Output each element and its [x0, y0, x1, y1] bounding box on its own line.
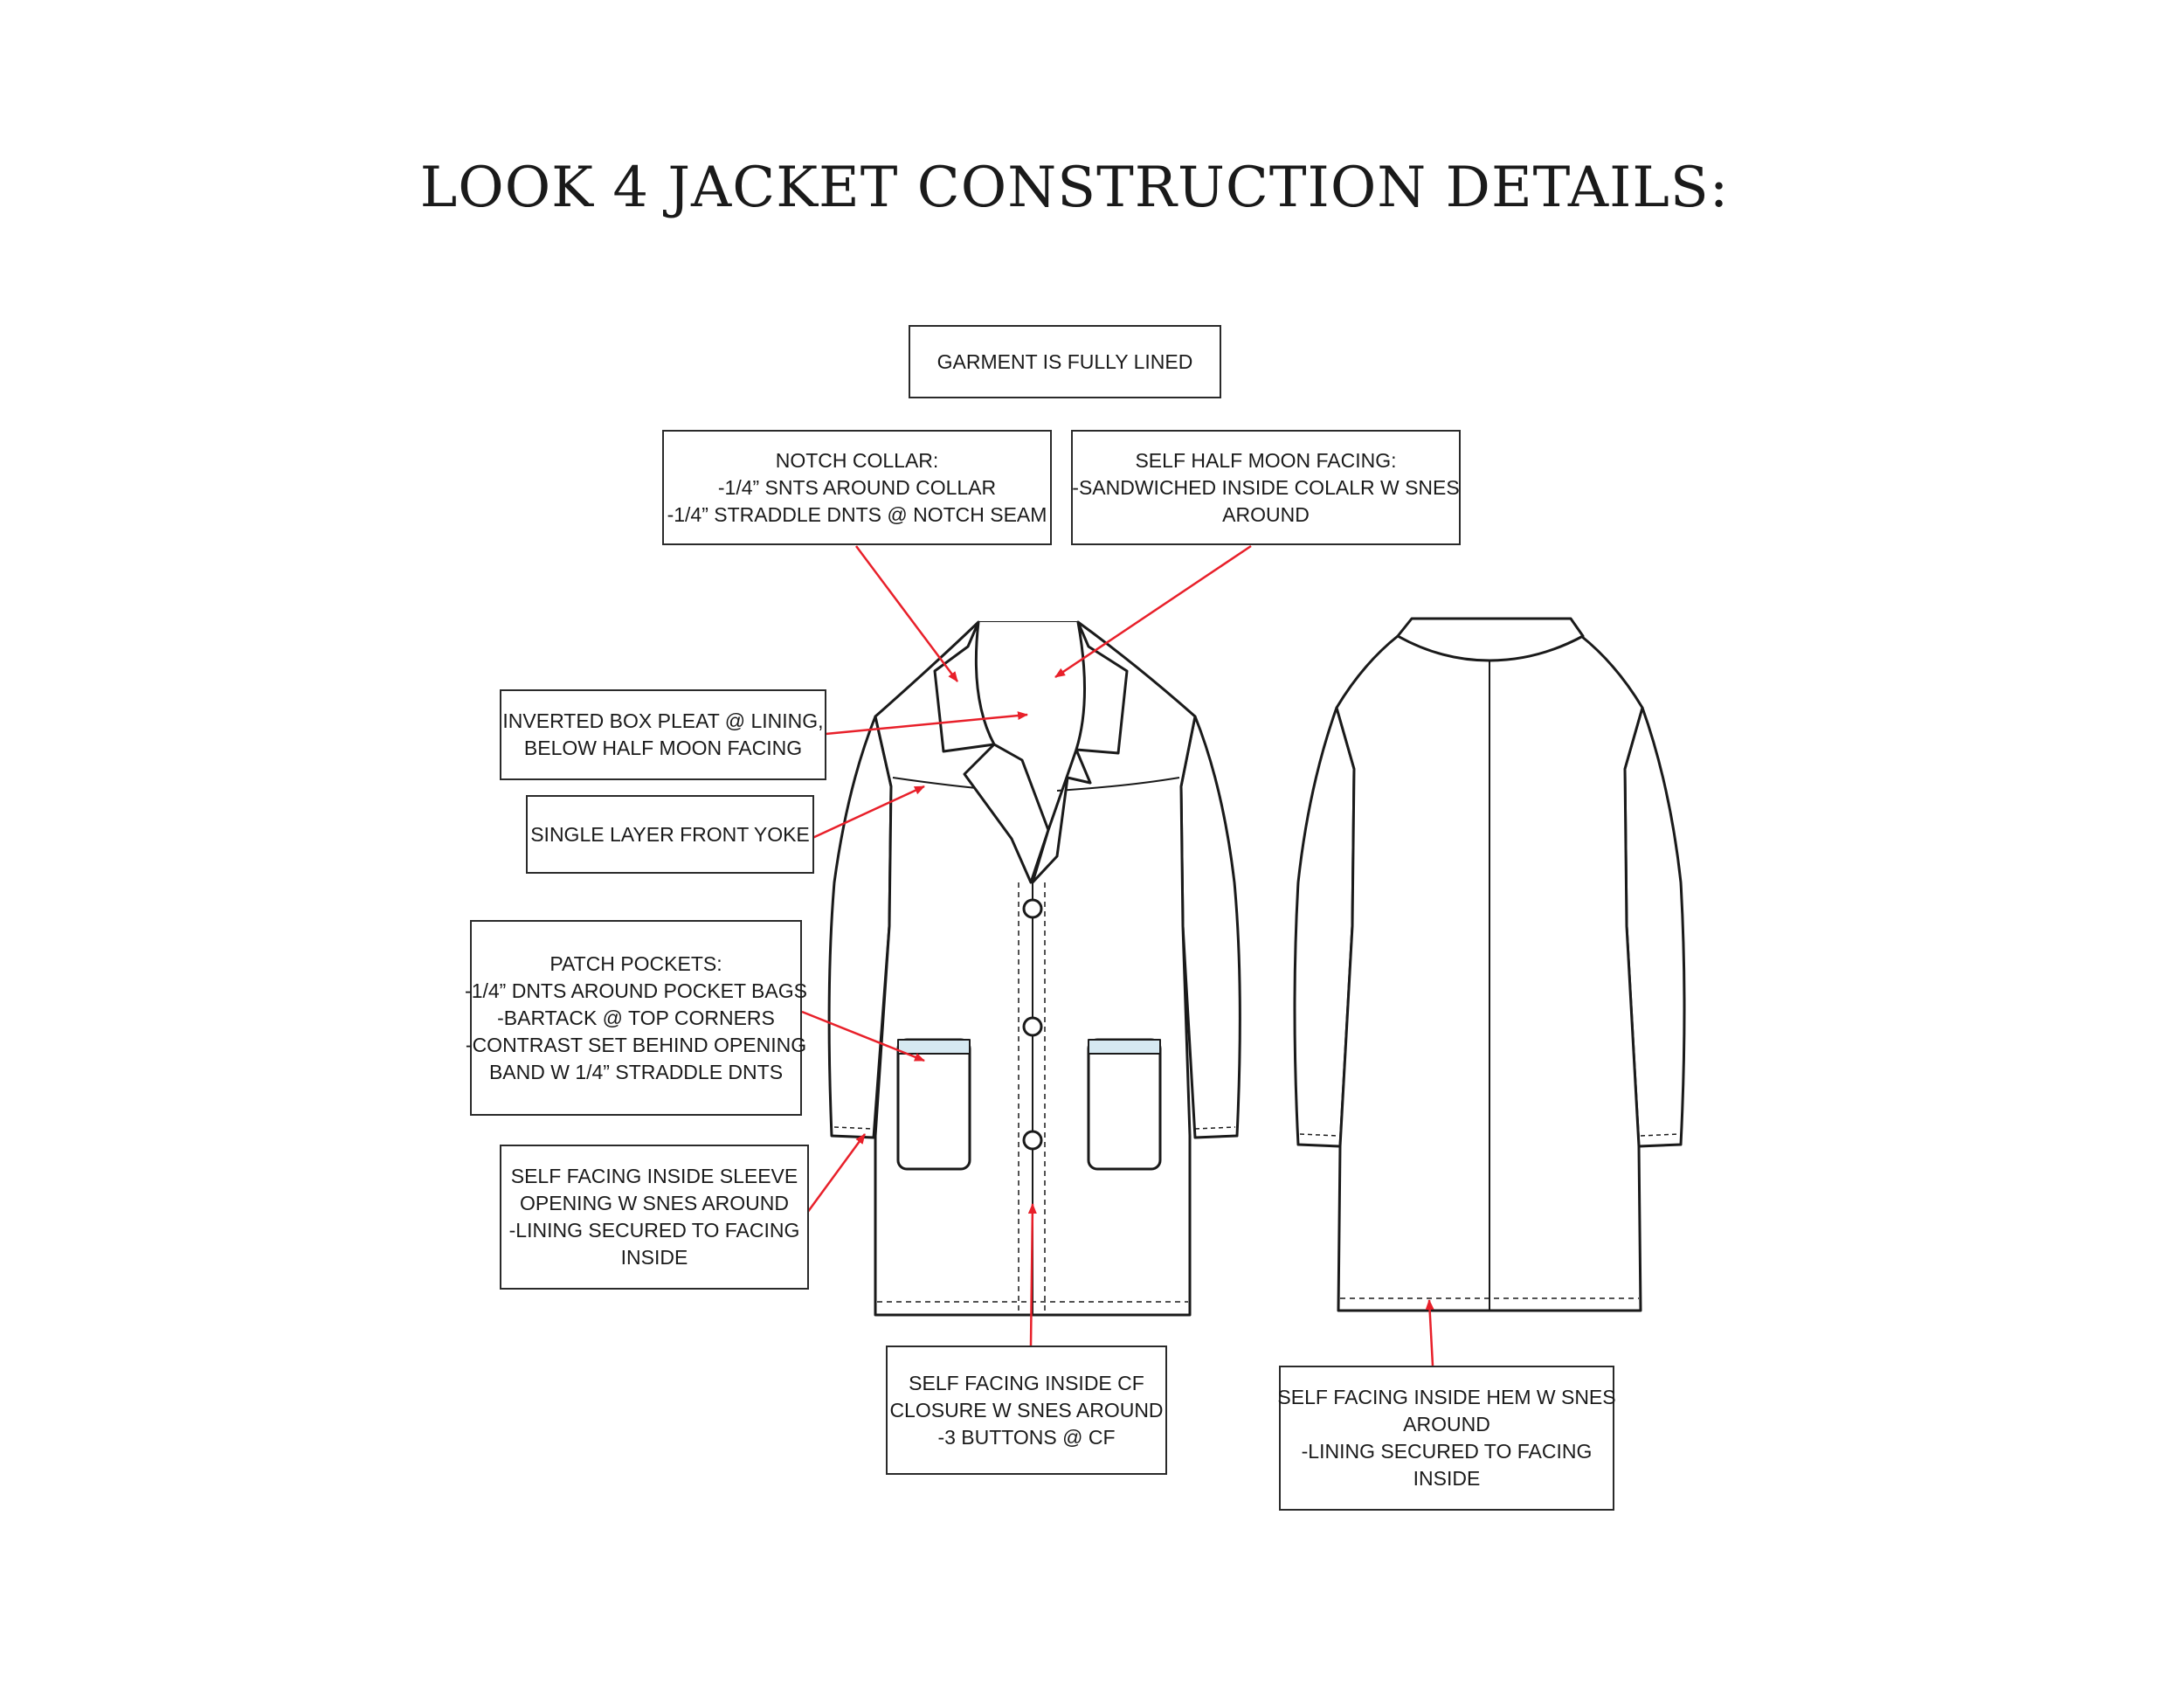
callout-line: -SANDWICHED INSIDE COLALR W SNES [1072, 475, 1460, 499]
callout-line: BELOW HALF MOON FACING [523, 737, 803, 759]
callout-box-pleat [500, 689, 826, 780]
callout-line: SINGLE LAYER FRONT YOKE [530, 822, 810, 846]
callout-line: NOTCH COLLAR: [775, 448, 939, 472]
callout-fully-lined [909, 325, 1221, 398]
arrow-sleeve-facing [807, 1134, 865, 1213]
callout-line: GARMENT IS FULLY LINED [936, 349, 1193, 373]
callout-line: -3 BUTTONS @ CF [937, 1425, 1116, 1449]
front-body [875, 622, 1195, 1315]
callout-line: -CONTRAST SET BEHIND OPENING [465, 1033, 807, 1056]
back-view-jacket [1295, 619, 1684, 1311]
button-2 [1024, 1018, 1041, 1035]
callout-cf-facing [886, 1346, 1167, 1475]
callout-line: AROUND [1222, 502, 1310, 526]
callout-line: INVERTED BOX PLEAT @ LINING, [502, 709, 824, 732]
callout-line: -LINING SECURED TO FACING [508, 1219, 800, 1242]
arrow-notch-collar [856, 546, 957, 681]
front-view-jacket [829, 622, 1240, 1315]
callout-sleeve-facing [500, 1145, 809, 1290]
callout-line: -1/4” STRADDLE DNTS @ NOTCH SEAM [667, 502, 1047, 526]
callout-notch-collar [662, 430, 1052, 545]
front-right-sleeve [1181, 716, 1240, 1138]
callout-line: BAND W 1/4” STRADDLE DNTS [488, 1060, 784, 1083]
page-title: LOOK 4 JACKET CONSTRUCTION DETAILS: [419, 156, 1730, 220]
callout-line: -BARTACK @ TOP CORNERS [497, 1006, 775, 1029]
callout-line: OPENING W SNES AROUND [520, 1192, 789, 1214]
callout-line: SELF FACING INSIDE CF [909, 1371, 1144, 1394]
front-left-pocket [898, 1040, 970, 1169]
left-pocket-contrast-band [898, 1040, 970, 1054]
callout-line: CLOSURE W SNES AROUND [889, 1398, 1164, 1422]
callout-half-moon-facing [1071, 430, 1461, 545]
button-3 [1024, 1131, 1041, 1149]
right-pocket-contrast-band [1089, 1040, 1160, 1054]
callout-line: SELF FACING INSIDE HEM W SNES [1277, 1386, 1616, 1408]
front-right-pocket [1089, 1040, 1160, 1169]
callout-line: INSIDE [1413, 1467, 1481, 1490]
button-1 [1024, 900, 1041, 917]
callout-line: SELF FACING INSIDE SLEEVE [510, 1165, 798, 1187]
callout-line: PATCH POCKETS: [549, 951, 722, 975]
callout-line: -1/4” SNTS AROUND COLLAR [717, 475, 997, 499]
callout-front-yoke [526, 795, 814, 874]
callout-line: SELF HALF MOON FACING: [1135, 448, 1397, 472]
callout-line: INSIDE [620, 1246, 688, 1269]
callout-line: AROUND [1403, 1413, 1490, 1435]
callout-patch-pockets [465, 920, 807, 1116]
callout-line: -1/4” DNTS AROUND POCKET BAGS [465, 979, 807, 1002]
callout-hem-facing [1279, 1366, 1614, 1511]
callout-line: -LINING SECURED TO FACING [1301, 1440, 1593, 1463]
arrow-half-moon [1055, 546, 1251, 677]
